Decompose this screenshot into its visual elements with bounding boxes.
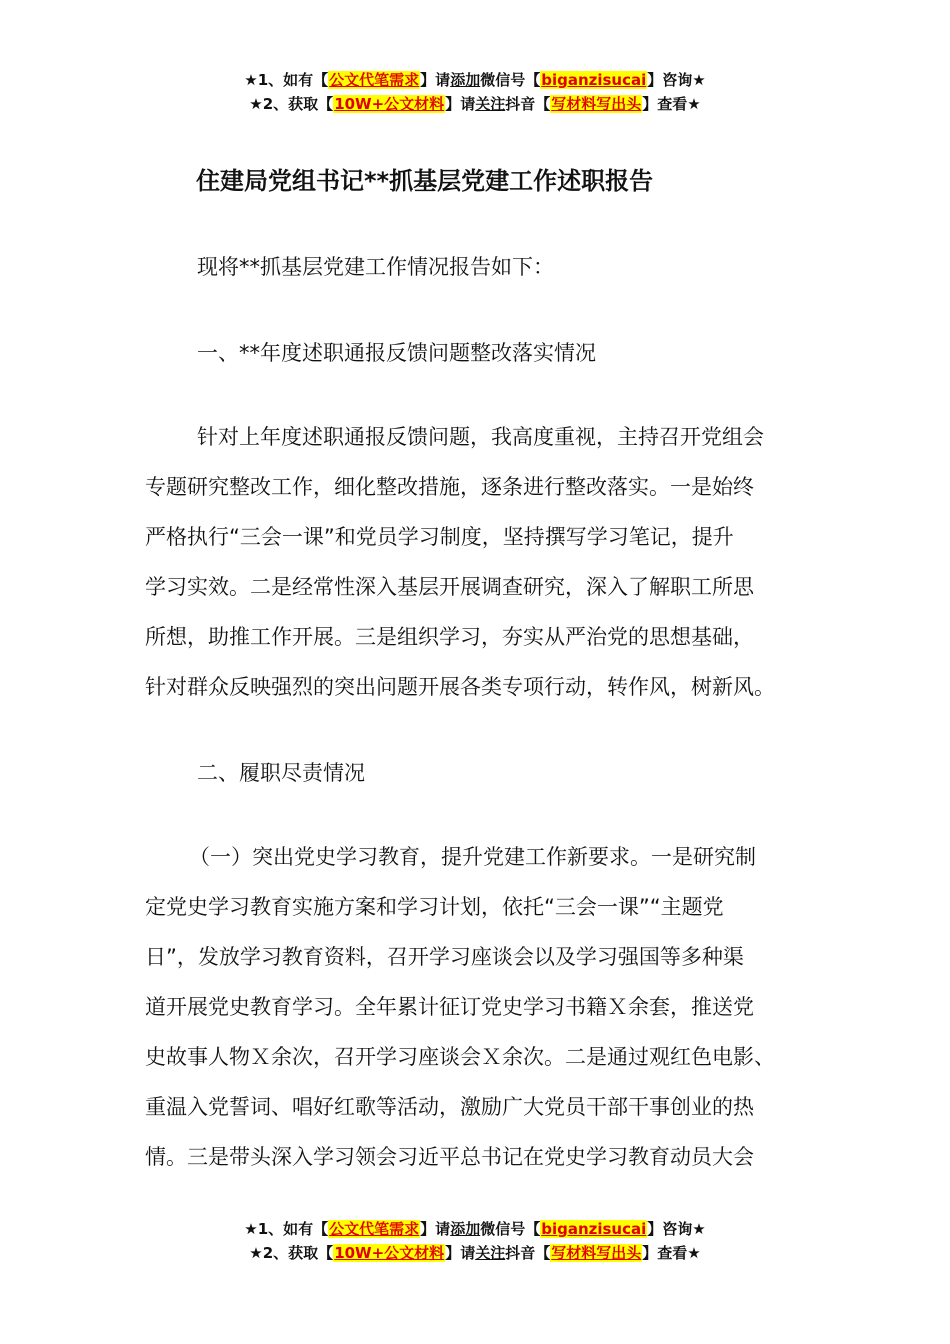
banner-highlight: 公文代笔需求 [329,1220,420,1238]
banner-text: 微信号【 [480,71,541,89]
paragraph-2 [145,832,810,1182]
paragraph-line: 针对群众反映强烈的突出问题开展各类专项行动，转作风，树新风。 [145,675,775,699]
footer-banner [0,1217,950,1265]
banner-text: ★1、如有【 [244,71,329,89]
banner-line-1 [0,68,950,92]
banner-text: 抖音【 [505,1244,551,1262]
heading-text: 二、履职尽责情况 [197,761,365,785]
banner-line-2 [0,1241,950,1265]
banner-underline: 关注 [475,1244,506,1262]
paragraph-line: 定党史学习教育实施方案和学习计划，依托“三会一课”“主题党 [145,895,724,919]
wechat-id-highlight: biganzisucai [541,71,647,89]
banner-highlight: 10W+公文材料 [334,1244,445,1262]
paragraph-line: 情。三是带头深入学习领会习近平总书记在党史学习教育动员大会 [145,1145,754,1169]
banner-text: 】请 [445,1244,476,1262]
paragraph-line: 学习实效。二是经常性深入基层开展调查研究，深入了解职工所思 [145,575,754,599]
banner-text: 】请 [420,71,451,89]
paragraph-line: 道开展党史教育学习。全年累计征订党史学习书籍Ｘ余套，推送党 [145,995,754,1019]
banner-text: 】咨询★ [647,71,706,89]
banner-line-2 [0,92,950,116]
heading-text: 一、**年度述职通报反馈问题整改落实情况 [197,341,596,365]
section-heading-2 [145,748,810,798]
intro-text: 现将**抓基层党建工作情况报告如下： [197,255,554,279]
banner-underline: 添加 [450,1220,481,1238]
paragraph-line: 日”，发放学习教育资料，召开学习座谈会以及学习强国等多种渠 [145,945,744,969]
paragraph-line: 针对上年度述职通报反馈问题，我高度重视，主持召开党组会 [197,425,764,449]
banner-text: 】查看★ [642,95,701,113]
douyin-id-highlight: 写材料写出头 [551,95,642,113]
paragraph-line: 重温入党誓词、唱好红歌等活动，激励广大党员干部干事创业的热 [145,1095,754,1119]
banner-text: 】查看★ [642,1244,701,1262]
banner-text: 】请 [420,1220,451,1238]
banner-text: 】咨询★ [647,1220,706,1238]
banner-highlight: 公文代笔需求 [329,71,420,89]
banner-text: 抖音【 [505,95,551,113]
paragraph-line: （一）突出党史学习教育，提升党建工作新要求。一是研究制 [189,845,756,869]
banner-underline: 关注 [475,95,506,113]
paragraph-line: 严格执行“三会一课”和党员学习制度，坚持撰写学习笔记，提升 [145,525,734,549]
paragraph-line: 所想，助推工作开展。三是组织学习，夯实从严治党的思想基础， [145,625,754,649]
banner-line-1 [0,1217,950,1241]
douyin-id-highlight: 写材料写出头 [551,1244,642,1262]
banner-highlight: 10W+公文材料 [334,95,445,113]
paragraph-line: 专题研究整改工作，细化整改措施，逐条进行整改落实。一是始终 [145,475,754,499]
banner-text: ★1、如有【 [244,1220,329,1238]
wechat-id-highlight: biganzisucai [541,1220,647,1238]
section-heading-1 [145,328,810,378]
banner-underline: 添加 [450,71,481,89]
banner-text: ★2、获取【 [249,1244,334,1262]
intro-paragraph [145,242,810,292]
document-title: 住建局党组书记**抓基层党建工作述职报告 [196,167,654,195]
banner-text: 微信号【 [480,1220,541,1238]
header-banner [0,68,950,116]
paragraph-line: 史故事人物Ｘ余次，召开学习座谈会Ｘ余次。二是通过观红色电影、 [145,1045,775,1069]
banner-text: 】请 [445,95,476,113]
paragraph-1 [145,412,810,712]
banner-text: ★2、获取【 [249,95,334,113]
